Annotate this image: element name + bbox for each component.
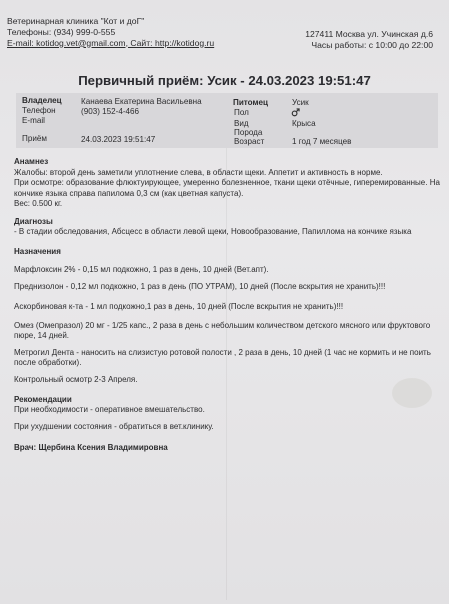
pet-sex-label: Пол bbox=[234, 108, 249, 117]
prescription-line: Омез (Омепразол) 20 мг - 1/25 капс., 2 раза в день с небольшим количеством детского мясного или фруктового bbox=[14, 321, 431, 330]
clinic-contacts: E-mail: kotidog.vet@gmail.com, Сайт: http://kotidog.ru bbox=[7, 37, 215, 48]
pet-age: 1 год 7 месяцев bbox=[292, 137, 352, 146]
complaints-line: Жалобы: второй день заметили уплотнение слева, в области щеки. Аппетит и активность в норме. bbox=[14, 168, 383, 177]
anamnesis-text bbox=[14, 168, 440, 210]
owner-phone: (903) 152-4-466 bbox=[81, 107, 140, 116]
owner-name: Канаева Екатерина Васильевна bbox=[81, 97, 202, 106]
prescription-item bbox=[14, 348, 440, 369]
prescription-line: после обработки). bbox=[14, 358, 82, 368]
recommendation-line: При ухудшении состояния - обратиться в вет.клинику. bbox=[14, 422, 214, 431]
prescription-line: Метрогил Дента - наносить на слизистую ротовой полости , 2 раза в день, 10 дней (1 час не кормить и не поить bbox=[14, 348, 431, 357]
prescription-item: Аскорбиновая к-та - 1 мл подкожно,1 раз в день, 10 дней (После вскрытия не хранить)!!! bbox=[14, 302, 344, 311]
clinic-phones: Телефоны: (934) 999-0-555 bbox=[7, 26, 116, 37]
prescription-item: Преднизолон - 0,12 мл подкожно, 1 раз в день (ПО УТРАМ), 10 дней (После вскрытия не хранить)!!! bbox=[14, 282, 386, 291]
pet-name: Усик bbox=[292, 98, 309, 107]
owner-phone-label: Телефон bbox=[22, 106, 56, 115]
prescription-line: пюре, 14 дней. bbox=[14, 331, 70, 341]
diagnoses-text: - В стадии обследования, Абсцесс в области левой щеки, Новообразование, Папиллома на кончике языка bbox=[14, 227, 412, 236]
clinic-address: 127411 Москва ул. Учинская д.6 bbox=[305, 29, 433, 39]
pet-species-label: Вид bbox=[234, 119, 249, 128]
prescription-item bbox=[14, 321, 440, 342]
anamnesis-heading: Анамнез bbox=[14, 157, 49, 166]
clinic-name: Ветеринарная клиника "Кот и доГ" bbox=[7, 16, 145, 26]
owner-heading: Владелец bbox=[22, 96, 62, 105]
prescriptions-heading: Назначения bbox=[14, 247, 61, 256]
pet-species: Крыса bbox=[292, 119, 316, 128]
prescription-item: Марфлоксин 2% - 0,15 мл подкожно, 1 раз в день, 10 дней (Вет.апт). bbox=[14, 265, 269, 274]
pet-age-label: Возраст bbox=[234, 137, 265, 146]
recommendation-line: При необходимости - оперативное вмешательство. bbox=[14, 405, 205, 414]
exam-line-2: кончике языка справа папилома 0,3 см (как цветная капуста). bbox=[14, 188, 244, 198]
clinic-hours: Часы работы: с 10:00 до 22:00 bbox=[311, 39, 433, 50]
clinic-address-block bbox=[305, 29, 433, 51]
weight-line: Вес: 0.500 кг. bbox=[14, 199, 63, 209]
visit-datetime: 24.03.2023 19:51:47 bbox=[81, 135, 156, 144]
follow-up-note: Контрольный осмотр 2-3 Апреля. bbox=[14, 375, 138, 384]
visit-label: Приём bbox=[22, 134, 47, 143]
owner-email-label: E-mail bbox=[22, 116, 45, 125]
doctor-signature: Врач: Щербина Ксения Владимировна bbox=[14, 443, 168, 452]
document-title: Первичный приём: Усик - 24.03.2023 19:51:47 bbox=[78, 73, 371, 88]
clinic-header bbox=[7, 16, 214, 48]
male-sex-icon bbox=[291, 108, 300, 117]
recommendations-heading: Рекомендации bbox=[14, 395, 72, 404]
patient-info-box bbox=[16, 93, 438, 148]
diagnoses-heading: Диагнозы bbox=[14, 217, 53, 226]
pet-breed-label: Порода bbox=[234, 128, 263, 137]
exam-line-1: При осмотре: образование флюктуирующее, умеренно болезненное, ткани щеки отёчные, гиперемированные. На bbox=[14, 178, 440, 188]
pet-heading: Питомец bbox=[233, 98, 268, 107]
